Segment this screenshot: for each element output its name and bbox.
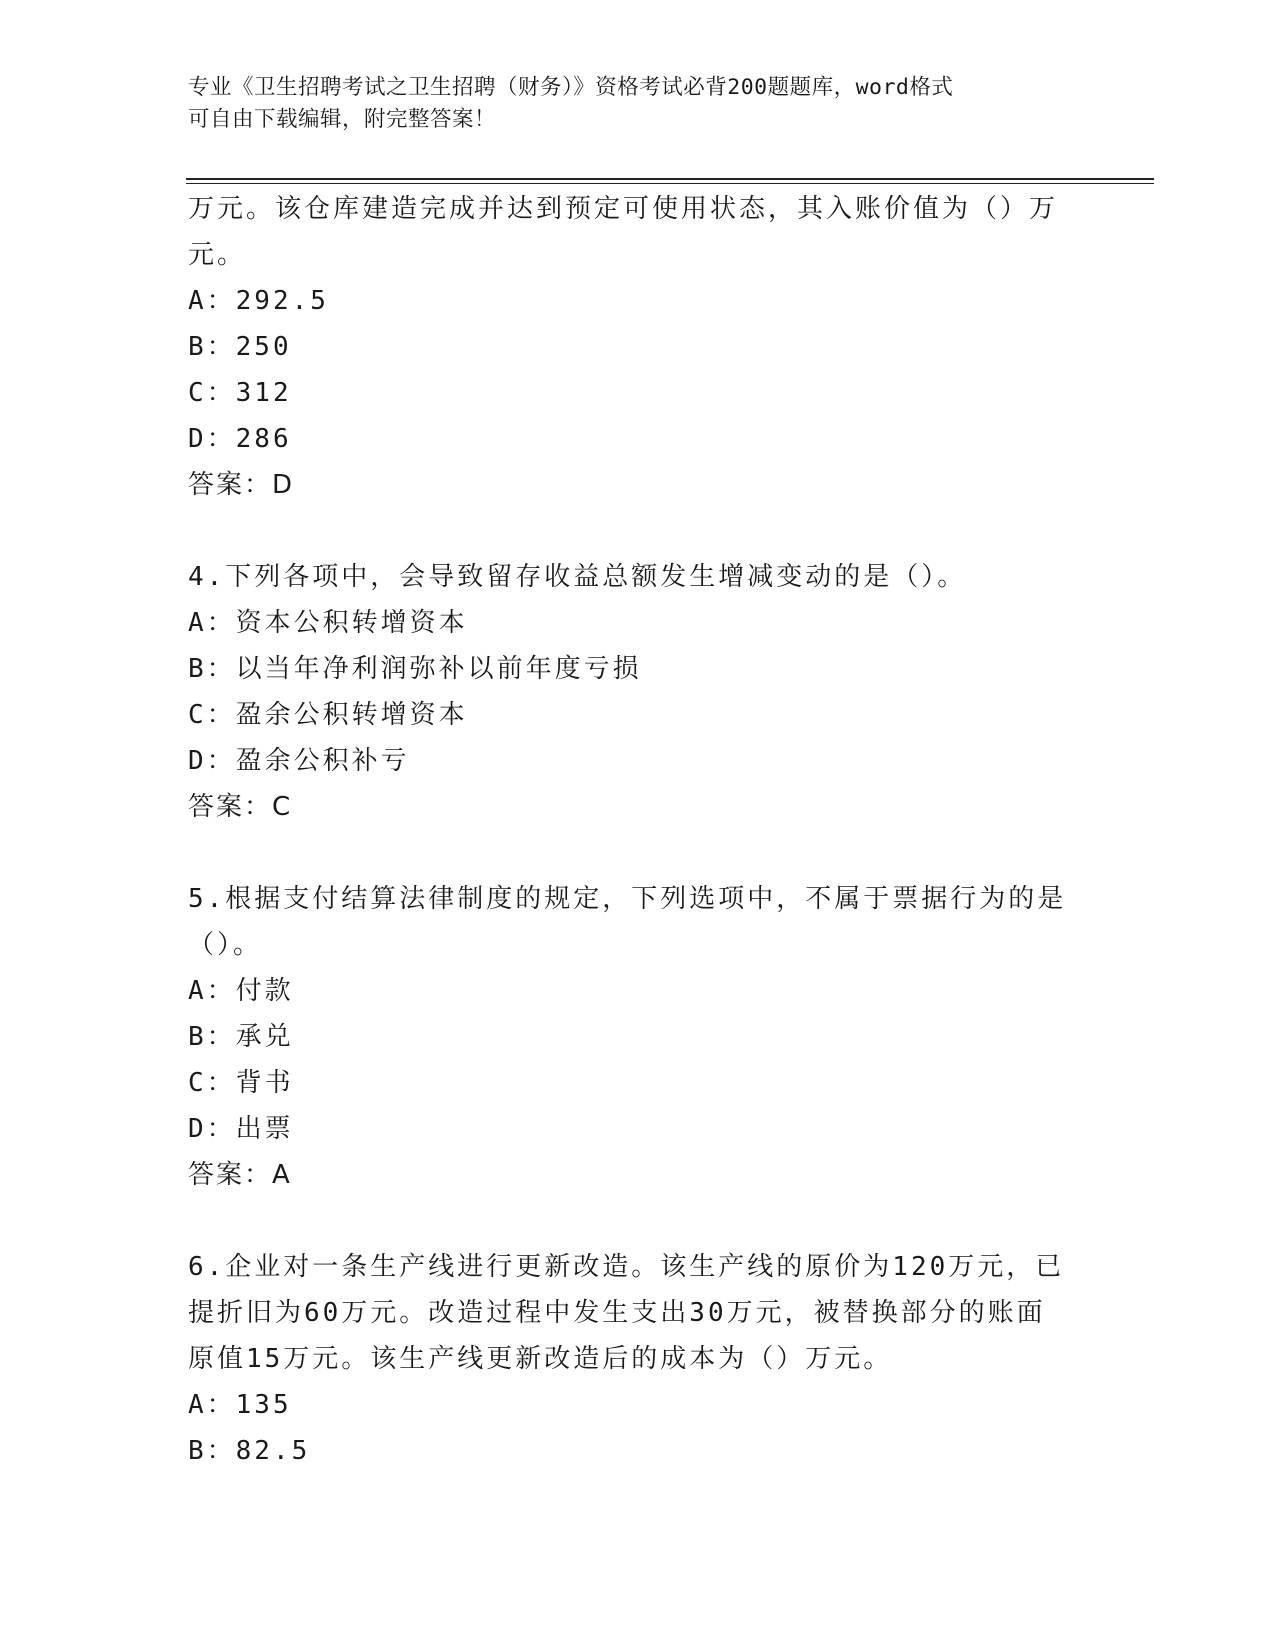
- spacer: [188, 830, 1088, 876]
- header-title-line-2: 可自由下载编辑，附完整答案！: [188, 107, 497, 132]
- question-5-option-a: A：付款: [188, 976, 294, 1006]
- question-4-option-c: C：盈余公积转增资本: [188, 700, 468, 730]
- question-5-option-d: D：出票: [188, 1114, 294, 1144]
- header-title-line-1: 专业《卫生招聘考试之卫生招聘（财务）》资格考试必背200题题库，word格式: [188, 75, 954, 100]
- question-4-text: 4.下列各项中，会导致留存收益总额发生增减变动的是（）。: [188, 562, 967, 592]
- question-4-answer: 答案：C: [188, 792, 293, 822]
- question-3-answer: 答案：D: [188, 470, 295, 500]
- question-3-option-b: B：250: [188, 332, 292, 362]
- spacer: [188, 1198, 1088, 1244]
- question-3-block: [188, 186, 1088, 508]
- question-4-option-a: A：资本公积转增资本: [188, 608, 468, 638]
- question-3-option-c: C：312: [188, 378, 292, 408]
- document-header: [188, 72, 1088, 136]
- question-content: [188, 186, 1088, 1474]
- spacer: [188, 508, 1088, 554]
- question-6-option-a: A：135: [188, 1390, 292, 1420]
- question-6-block: [188, 1244, 1088, 1474]
- question-6-text-line-2: 提折旧为60万元。改造过程中发生支出30万元，被替换部分的账面: [188, 1298, 1046, 1328]
- question-3-option-a: A：292.5: [188, 286, 329, 316]
- question-3-text-line-2: 元。: [188, 240, 247, 270]
- question-3-option-d: D：286: [188, 424, 292, 454]
- question-4-option-d: D：盈余公积补亏: [188, 746, 410, 776]
- question-5-block: [188, 876, 1088, 1198]
- question-5-answer: 答案：A: [188, 1160, 292, 1190]
- question-6-text-line-1: 6.企业对一条生产线进行更新改造。该生产线的原价为120万元，已: [188, 1252, 1065, 1282]
- question-5-text-line-2: （）。: [188, 930, 263, 960]
- question-4-block: [188, 554, 1088, 830]
- question-6-text-line-3: 原值15万元。该生产线更新改造后的成本为（）万元。: [188, 1344, 893, 1374]
- question-5-text-line-1: 5.根据支付结算法律制度的规定，下列选项中，不属于票据行为的是: [188, 884, 1067, 914]
- question-5-option-c: C：背书: [188, 1068, 294, 1098]
- header-divider-thin: [186, 183, 1154, 184]
- question-3-text-line-1: 万元。该仓库建造完成并达到预定可使用状态，其入账价值为（）万: [188, 194, 1059, 224]
- question-6-option-b: B：82.5: [188, 1436, 311, 1466]
- question-4-option-b: B：以当年净利润弥补以前年度亏损: [188, 654, 642, 684]
- question-5-option-b: B：承兑: [188, 1022, 294, 1052]
- header-divider-thick: [186, 178, 1154, 180]
